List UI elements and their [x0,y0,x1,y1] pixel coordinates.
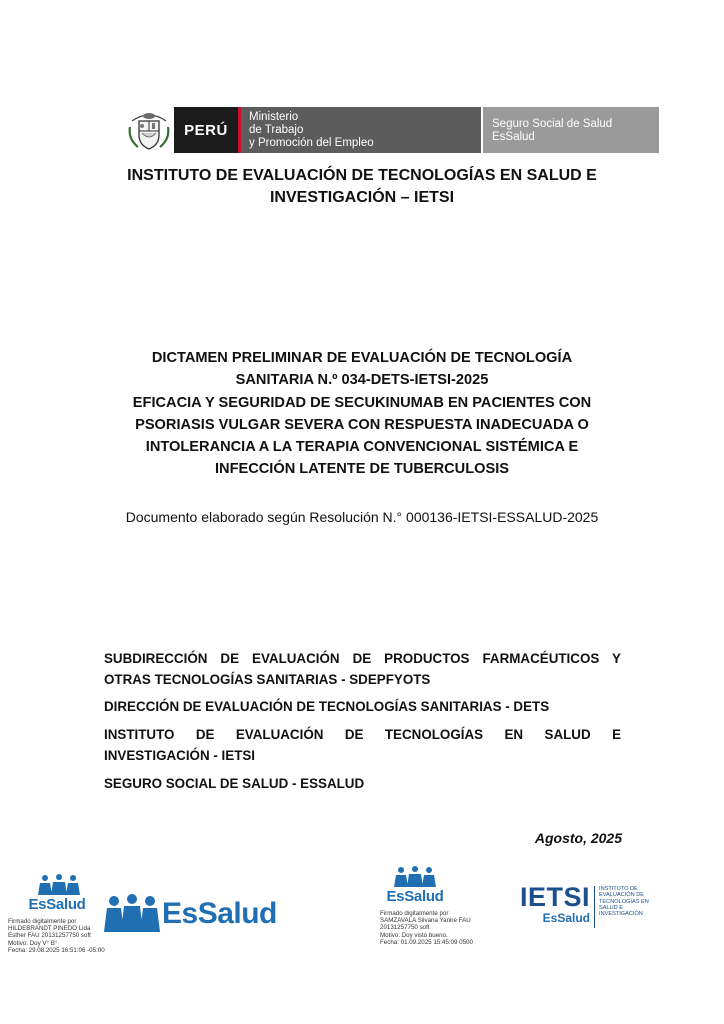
signature-line: Motivo: Doy V° B° [8,939,58,947]
org-essalud: SEGURO SOCIAL DE SALUD - ESSALUD [104,776,365,791]
org-line: INVESTIGACIÓN - IETSI [104,748,256,763]
ietsi-logo-sub: EsSalud [542,911,591,925]
ietsi-caption-line: TECNOLOGÍAS EN [599,898,649,905]
ietsi-logo-mark [520,884,590,930]
dictamen-title-line: PSORIASIS VULGAR SEVERA CON RESPUESTA INADECUADA O [135,416,589,433]
dictamen-title-line: DICTAMEN PRELIMINAR DE EVALUACIÓN DE TECNOLOGÍA [151,350,573,366]
signature-line: SAMZAVALA Silvana Yanire FAU [380,917,471,925]
ietsi-logo-caption [599,884,649,930]
essalud-logo-text: EsSalud [162,897,277,930]
dictamen-title-line: EFICACIA Y SEGURIDAD DE SECUKINUMAB EN PACIENTES CON [132,394,592,411]
ietsi-logo-word: IETSI [520,882,591,912]
ietsi-logo [520,884,649,930]
institute-title-line: INSTITUTO DE EVALUACIÓN DE TECNOLOGÍAS EN SALUD E [127,167,597,184]
ministry-line: de Trabajo [249,124,304,136]
essalud-small-logo [380,866,450,905]
ministry-line: y Promoción del Empleo [249,137,374,149]
org-ietsi [104,724,621,766]
essalud-large-logo [104,893,277,935]
ietsi-logo-divider [594,886,595,928]
signature-block-left [8,918,118,954]
ietsi-caption-line: EVALUACIÓN DE [599,892,644,899]
signature-line: Esther FAU 20131257750 soft [8,932,91,940]
essalud-logo-text: EsSalud [28,896,86,913]
agency-line: EsSalud [492,131,535,143]
resolution-note: Documento elaborado según Resolución N.° 000136-IETSI-ESSALUD-2025 [125,509,599,525]
ietsi-caption-line: INVESTIGACIÓN [599,911,643,918]
agency-line: Seguro Social de Salud [492,118,613,130]
institute-title [60,165,664,209]
signature-line: Fecha: 29.08.2025 16:51:06 -05:00 [8,946,105,954]
ietsi-caption-line: INSTITUTO DE [599,886,638,892]
people-icon [104,894,160,934]
signature-line: HILDEBRANDT PINEDO Lida [8,925,91,933]
people-icon [389,866,441,888]
org-line: INSTITUTO DE EVALUACIÓN DE TECNOLOGÍAS EN SALUD E [104,727,621,742]
org-line: SUBDIRECCIÓN DE EVALUACIÓN DE PRODUCTOS FARMACÉUTICOS Y [104,651,621,666]
org-line: OTRAS TECNOLOGÍAS SANITARIAS - SDEPFYOTS [104,672,431,687]
essalud-logo-text: EsSalud [386,888,444,905]
government-header-banner [124,107,659,153]
ministry-name [241,107,481,153]
institute-title-line: INVESTIGACIÓN – IETSI [269,189,455,206]
dictamen-title-line: INTOLERANCIA A LA TERAPIA CONVENCIONAL SISTÉMICA E [145,439,579,456]
peru-label: PERÚ [174,107,238,153]
signature-line: Motivo: Doy visto bueno. [380,931,448,939]
signature-line: Fecha: 01.09.2025 15:45:09 0500 [380,938,473,946]
signature-line: Firmado digitalmente por [8,918,77,925]
ministry-line: Ministerio [249,111,299,123]
agency-name [483,107,659,153]
dictamen-title-line: SANITARIA N.º 034-DETS-IETSI-2025 [235,372,489,389]
dictamen-title [80,347,644,481]
document-date: Agosto, 2025 [534,830,622,846]
peru-coat-of-arms-icon [124,107,174,153]
signature-line: Firmado digitalmente por [380,910,449,917]
signature-line: 20131257750 soft [380,924,430,932]
dictamen-title-line: INFECCIÓN LATENTE DE TUBERCULOSIS [214,461,510,478]
ietsi-caption-line: SALUD E [599,904,623,911]
people-icon [33,874,85,896]
org-sdepfyots [104,648,621,690]
signature-block-middle [380,910,500,946]
org-dets: DIRECCIÓN DE EVALUACIÓN DE TECNOLOGÍAS SANITARIAS - DETS [104,699,550,714]
essalud-small-logo [22,874,92,913]
